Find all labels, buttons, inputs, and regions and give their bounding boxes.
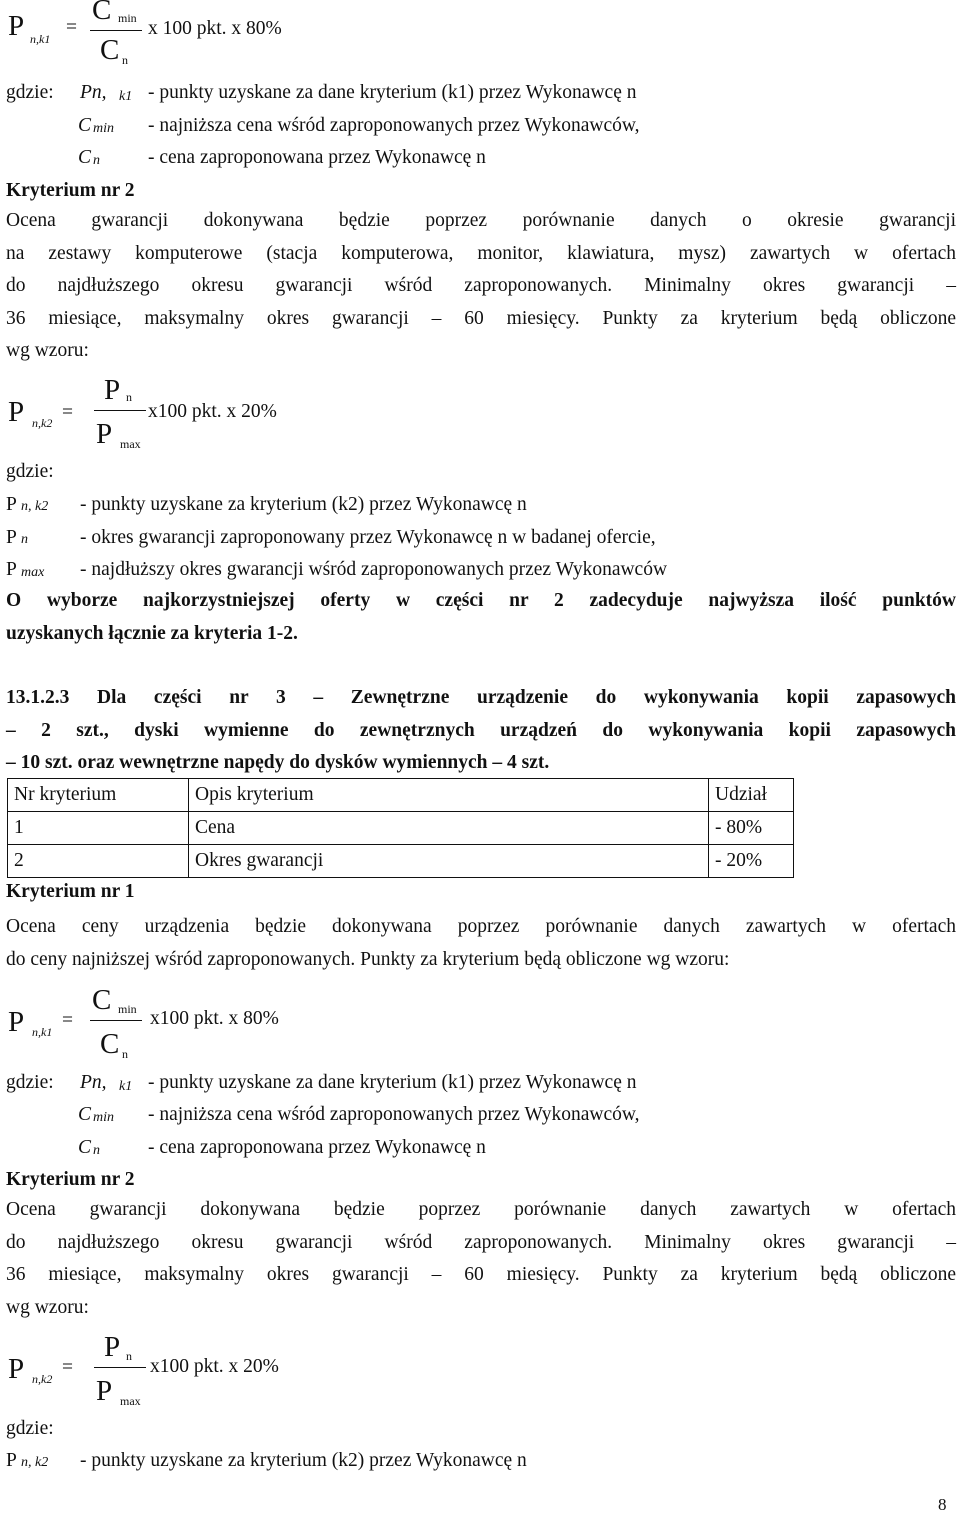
formula-den: C <box>100 34 120 66</box>
formula-lhs: P <box>8 1006 25 1038</box>
legend-gdzie: gdzie: <box>6 1072 54 1093</box>
legend-gdzie: gdzie: <box>6 82 54 103</box>
kryterium-heading: Kryterium nr 1 <box>6 881 135 902</box>
formula-eq: = <box>62 1010 73 1031</box>
section-heading-line: – 10 szt. oraz wewnętrzne napędy do dysków wymiennych – 4 szt. <box>6 752 550 773</box>
legend-desc: - najniższa cena wśród zaproponowanych przez Wykonawców, <box>148 115 640 136</box>
table-cell: 1 <box>8 812 189 845</box>
paragraph-line: do ceny najniższej wśród zaproponowanych. Punkty za kryterium będą obliczone wg wzoru: <box>6 948 730 970</box>
formula-den-sub: max <box>120 437 141 451</box>
formula-num-sub: n <box>126 1349 132 1363</box>
legend-desc: - cena zaproponowana przez Wykonawcę n <box>148 147 486 168</box>
kryterium-heading: Kryterium nr 2 <box>6 1169 135 1190</box>
legend-sub: k1 <box>119 1079 133 1094</box>
fraction-line <box>94 1367 146 1368</box>
formula-lhs-sub: n,k2 <box>32 1372 53 1386</box>
paragraph-wybor <box>6 585 956 650</box>
fraction-line <box>94 410 146 411</box>
formula-lhs-sub: n,k2 <box>32 416 53 430</box>
paragraph-line: Ocena ceny urządzenia będzie dokonywana poprzez porównanie danych zawartych w ofertach <box>6 916 956 937</box>
formula-num: P <box>104 1331 121 1363</box>
paragraph-line: do najdłuższego okresu gwarancji wśród zaproponowanych. Minimalny okres gwarancji – <box>6 275 956 296</box>
legend-sym: P <box>6 527 17 548</box>
formula-den-sub: n <box>122 53 128 67</box>
formula-num-sub: min <box>118 1002 137 1016</box>
paragraph-line: wg wzoru: <box>6 340 89 361</box>
paragraph-line: Ocena gwarancji dokonywana będzie poprzez porównanie danych zawartych w ofertach <box>6 1199 956 1220</box>
legend-sub: k1 <box>119 89 133 104</box>
legend-sym: C <box>78 115 92 136</box>
fraction-line <box>90 1020 142 1021</box>
legend-desc: - cena zaproponowana przez Wykonawcę n <box>148 1137 486 1158</box>
paragraph-line: do najdłuższego okresu gwarancji wśród zaproponowanych. Minimalny okres gwarancji – <box>6 1231 956 1253</box>
formula-num: C <box>92 0 112 26</box>
formula-tail: x100 pkt. x 20% <box>148 401 277 422</box>
table-header: Opis kryterium <box>189 779 709 812</box>
legend-sym: Pn, <box>80 1072 107 1093</box>
legend-sub: n, k2 <box>21 499 49 514</box>
formula-num-sub: n <box>126 390 132 404</box>
legend-sym: P <box>6 494 17 515</box>
legend-sub: n <box>93 1143 100 1158</box>
formula-num: P <box>104 374 121 406</box>
paragraph-cena <box>6 911 956 976</box>
formula-den: P <box>96 418 113 450</box>
formula-tail: x 100 pkt. x 80% <box>148 18 282 39</box>
legend-desc: - punkty uzyskane za kryterium (k2) przez Wykonawcę n <box>80 494 527 515</box>
formula-lhs: P <box>8 10 25 42</box>
section-heading-line: – 2 szt., dyski wymienne do zewnętrznych urządzeń do wykonywania kopii zapasowych <box>6 719 956 741</box>
legend-sub: n <box>21 532 28 547</box>
legend-desc: - punkty uzyskane za kryterium (k2) przez Wykonawcę n <box>80 1450 527 1471</box>
formula-den-sub: n <box>122 1047 128 1061</box>
page-number: 8 <box>938 1495 947 1514</box>
legend-desc: - najniższa cena wśród zaproponowanych przez Wykonawców, <box>148 1104 640 1125</box>
paragraph-line: na zestawy komputerowe (stacja komputerowa, monitor, klawiatura, mysz) zawartych w ofertach <box>6 242 956 264</box>
fraction-line <box>90 30 142 31</box>
legend-desc: - punkty uzyskane za dane kryterium (k1) przez Wykonawcę n <box>148 1072 637 1093</box>
legend-desc: - punkty uzyskane za dane kryterium (k1) przez Wykonawcę n <box>148 82 637 103</box>
paragraph-line: 36 miesiące, maksymalny okres gwarancji – 60 miesięcy. Punkty za kryterium będą obliczone <box>6 307 956 329</box>
table-row <box>8 845 794 878</box>
paragraph-line: Ocena gwarancji dokonywana będzie poprzez porównanie danych o okresie gwarancji <box>6 210 956 231</box>
legend-sym: C <box>78 1104 92 1125</box>
table-cell: Cena <box>189 812 709 845</box>
table-cell: 2 <box>8 845 189 878</box>
table-header: Udział <box>709 779 794 812</box>
formula-num: C <box>92 984 112 1016</box>
kryterium-heading: Kryterium nr 2 <box>6 180 135 201</box>
paragraph-line: 36 miesiące, maksymalny okres gwarancji – 60 miesięcy. Punkty za kryterium będą obliczone <box>6 1264 956 1285</box>
legend-gdzie: gdzie: <box>6 1418 54 1439</box>
legend-desc: - najdłuższy okres gwarancji wśród zaproponowanych przez Wykonawców <box>80 559 668 580</box>
legend-sub: min <box>93 1110 114 1125</box>
legend-sub: max <box>21 565 45 580</box>
formula-eq: = <box>66 17 77 38</box>
legend-sym: P <box>6 1450 17 1471</box>
table-cell: - 20% <box>709 845 794 878</box>
legend-sym: P <box>6 559 17 580</box>
formula-lhs-sub: n,k1 <box>30 32 51 46</box>
formula-lhs: P <box>8 1353 25 1385</box>
legend-sym: C <box>78 1137 92 1158</box>
table-header-row <box>8 779 794 812</box>
section-heading-line: 13.1.2.3 Dla części nr 3 – Zewnętrzne urządzenie do wykonywania kopii zapasowych <box>6 687 956 708</box>
table-header: Nr kryterium <box>8 779 189 812</box>
formula-lhs: P <box>8 396 25 428</box>
paragraph-gwarancja <box>6 1194 956 1324</box>
formula-eq: = <box>62 1357 73 1378</box>
legend-sym: Pn, <box>80 82 107 103</box>
paragraph-gwarancja <box>6 205 956 368</box>
formula-lhs-sub: n,k1 <box>32 1025 53 1039</box>
table-row <box>8 812 794 845</box>
legend-gdzie: gdzie: <box>6 461 54 482</box>
paragraph-line: O wyborze najkorzystniejszej oferty w części nr 2 zadecyduje najwyższa ilość punktów <box>6 590 956 611</box>
section-heading <box>6 682 956 780</box>
formula-tail: x100 pkt. x 80% <box>150 1008 279 1029</box>
criteria-table <box>7 778 794 878</box>
formula-den-sub: max <box>120 1394 141 1408</box>
legend-sub: n <box>93 153 100 168</box>
legend-sym: C <box>78 147 92 168</box>
table-cell: - 80% <box>709 812 794 845</box>
paragraph-line: wg wzoru: <box>6 1296 89 1318</box>
formula-eq: = <box>62 402 73 423</box>
legend-sub: n, k2 <box>21 1455 49 1470</box>
table-cell: Okres gwarancji <box>189 845 709 878</box>
paragraph-line: uzyskanych łącznie za kryteria 1-2. <box>6 622 298 644</box>
formula-num-sub: min <box>118 11 137 25</box>
formula-den: C <box>100 1028 120 1060</box>
formula-tail: x100 pkt. x 20% <box>150 1356 279 1377</box>
legend-desc: - okres gwarancji zaproponowany przez Wykonawcę n w badanej ofercie, <box>80 527 656 548</box>
formula-den: P <box>96 1375 113 1407</box>
legend-sub: min <box>93 121 114 136</box>
